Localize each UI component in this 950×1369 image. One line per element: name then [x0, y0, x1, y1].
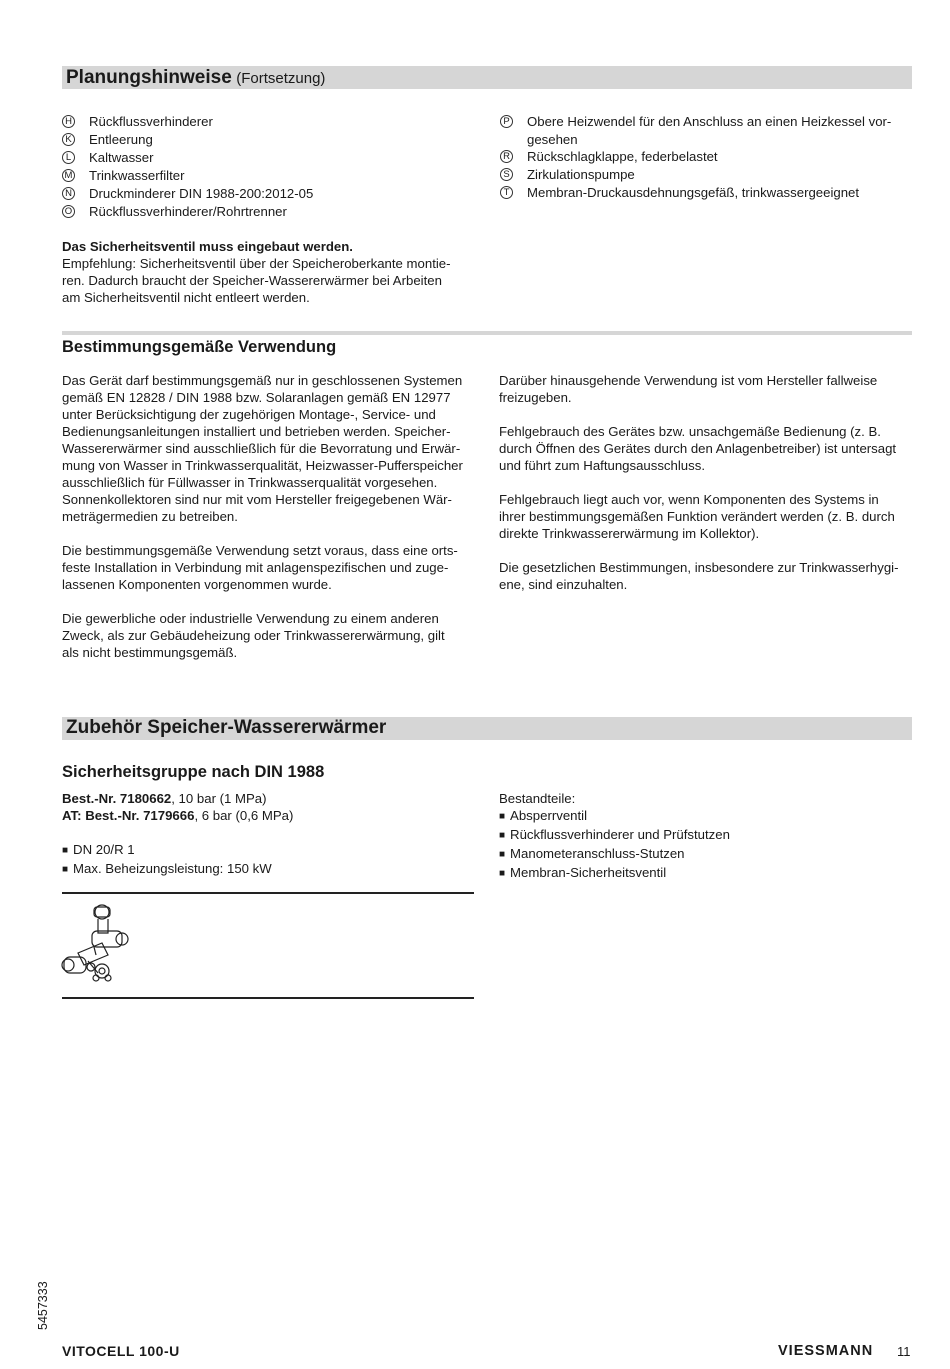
text-line: gemäß EN 12828 / DIN 1988 bzw. Solaranlagen gemäß EN 12977	[62, 390, 451, 405]
components-list	[499, 790, 912, 883]
spec-item: ■ Max. Beheizungsleistung: 150 kW	[62, 860, 482, 879]
legend-marker: P	[500, 115, 513, 128]
text-line: unter Berücksichtigung der zugehörigen Montage-, Service- und	[62, 407, 436, 422]
legend-item	[500, 113, 912, 131]
usage-right-column	[499, 372, 912, 610]
legend-item	[500, 184, 912, 202]
text-line: Sonnenkollektoren sind nur mit vom Hersteller freigegebenen Wär-	[62, 492, 452, 507]
component-item: ■ Membran-Sicherheitsventil	[499, 864, 912, 883]
text-line: als nicht bestimmungsgemäß.	[62, 645, 238, 660]
text-line: Das Gerät darf bestimmungsgemäß nur in geschlossenen Systemen	[62, 373, 463, 388]
safety-note-heading: Das Sicherheitsventil muss eingebaut werden.	[62, 239, 353, 254]
legend-item	[62, 185, 313, 203]
usage-paragraph	[62, 542, 487, 593]
text-line: Die bestimmungsgemäße Verwendung setzt voraus, dass eine orts-	[62, 543, 458, 558]
usage-paragraph	[499, 372, 912, 406]
text-line: Die gewerbliche oder industrielle Verwendung zu einem anderen	[62, 611, 439, 626]
legend-text: Kaltwasser	[89, 150, 154, 165]
legend-text: Trinkwasserfilter	[89, 168, 185, 183]
legend-item	[62, 149, 313, 167]
legend-marker: S	[500, 168, 513, 181]
legend-text: Rückschlagklappe, federbelastet	[527, 149, 718, 164]
safety-group-illustration	[58, 903, 132, 985]
text-line: Fehlgebrauch des Gerätes bzw. unsachgemäße Bedienung (z. B.	[499, 424, 881, 439]
legend-item	[500, 148, 912, 166]
accessory-heading: Zubehör Speicher-Wassererwärmer	[66, 717, 387, 738]
legend-right	[500, 113, 912, 202]
legend-marker: M	[62, 169, 75, 182]
page-number: 11	[897, 1344, 911, 1359]
legend-left	[62, 113, 313, 221]
text-line: Zweck, als zur Gebäudeheizung oder Trinkwassererwärmung, gilt	[62, 628, 445, 643]
safety-note	[62, 238, 482, 306]
text-line: direkte Trinkwassererwärmung im Kollektor).	[499, 526, 760, 541]
legend-text: Zirkulationspumpe	[527, 167, 635, 182]
text-line: durch Öffnen des Gerätes durch den Anlagenbetreiber) ist untersagt	[499, 441, 897, 456]
usage-paragraph	[499, 423, 912, 474]
component-item: ■ Absperrventil	[499, 807, 912, 826]
legend-marker: O	[62, 205, 75, 218]
accessory-bar	[62, 717, 912, 740]
legend-item	[62, 167, 313, 185]
usage-left-column	[62, 372, 487, 678]
text-line: ausschließlich für Füllwasser in Trinkwasserqualität vorgesehen.	[62, 475, 438, 490]
spec-item: ■ DN 20/R 1	[62, 841, 482, 860]
legend-item	[500, 166, 912, 184]
legend-text: Rückflussverhinderer	[89, 114, 213, 129]
header-bar	[62, 66, 912, 89]
legend-marker: H	[62, 115, 75, 128]
document-number: 5457333	[36, 1281, 50, 1330]
legend-item	[62, 131, 313, 149]
component-item: ■ Rückflussverhinderer und Prüfstutzen	[499, 826, 912, 845]
legend-text: Druckminderer DIN 1988-200:2012-05	[89, 186, 314, 201]
text-line: lassenen Komponenten vorgenommen wurde.	[62, 577, 332, 592]
accessory-subheading: Sicherheitsgruppe nach DIN 1988	[62, 763, 325, 781]
legend-text: Membran-Druckausdehnungsgefäß, trinkwassergeeignet	[527, 185, 860, 200]
text-line: ene, sind einzuhalten.	[499, 577, 628, 592]
image-bottom-rule	[62, 997, 474, 999]
text-line: Fehlgebrauch liegt auch vor, wenn Komponenten des Systems in	[499, 492, 879, 507]
brand-logo: VIESSMANN	[778, 1343, 874, 1359]
legend-marker: K	[62, 133, 75, 146]
usage-heading: Bestimmungsgemäße Verwendung	[62, 338, 337, 356]
usage-paragraph	[499, 491, 912, 542]
legend-item	[62, 113, 313, 131]
components-title: Bestandteile:	[499, 791, 576, 806]
legend-text: Entleerung	[89, 132, 153, 147]
component-item: ■ Manometeranschluss-Stutzen	[499, 845, 912, 864]
text-line: Bedienungsanleitungen installiert und betrieben werden. Speicher-	[62, 424, 451, 439]
product-name: VITOCELL 100-U	[62, 1343, 180, 1359]
text-line: feste Installation in Verbindung mit anlagenspezifischen und zuge-	[62, 560, 449, 575]
safety-note-line: ren. Dadurch braucht der Speicher-Wassererwärmer bei Arbeiten	[62, 273, 442, 288]
legend-marker: N	[62, 187, 75, 200]
legend-text: Obere Heizwendel für den Anschluss an einen Heizkessel vor-	[527, 114, 892, 129]
safety-note-line: Empfehlung: Sicherheitsventil über der Speicheroberkante montie-	[62, 256, 451, 271]
usage-paragraph	[499, 559, 912, 593]
order-number-2: AT: Best.-Nr. 7179666, 6 bar (0,6 MPa)	[62, 808, 294, 823]
order-number-1: Best.-Nr. 7180662, 10 bar (1 MPa)	[62, 791, 267, 806]
text-line: Wassererwärmer sind ausschließlich für die Bevorratung und Erwär-	[62, 441, 461, 456]
text-line: mung von Wasser in Trinkwasserqualität, Heizwasser-Pufferspeicher	[62, 458, 463, 473]
text-line: meträgermedien zu betreiben.	[62, 509, 238, 524]
image-top-rule	[62, 892, 474, 894]
legend-text: Rückflussverhinderer/Rohrtrenner	[89, 204, 287, 219]
safety-note-line: am Sicherheitsventil nicht entleert werden.	[62, 290, 310, 305]
text-line: Darüber hinausgehende Verwendung ist vom Hersteller fallweise	[499, 373, 878, 388]
text-line: Die gesetzlichen Bestimmungen, insbesondere zur Trinkwasserhygi-	[499, 560, 899, 575]
section-divider	[62, 331, 912, 335]
legend-marker: R	[500, 150, 513, 163]
accessory-details	[62, 790, 482, 879]
text-line: ihrer bestimmungsgemäßen Funktion verändert werden (z. B. durch	[499, 509, 895, 524]
text-line: freizugeben.	[499, 390, 572, 405]
page-title: Planungshinweise (Fortsetzung)	[66, 67, 326, 88]
usage-paragraph	[62, 610, 487, 661]
usage-paragraph	[62, 372, 487, 525]
legend-marker: T	[500, 186, 513, 199]
legend-marker: L	[62, 151, 75, 164]
legend-item	[62, 203, 313, 221]
text-line: und führt zum Haftungsausschluss.	[499, 458, 705, 473]
legend-text-continued: gesehen	[527, 132, 578, 147]
